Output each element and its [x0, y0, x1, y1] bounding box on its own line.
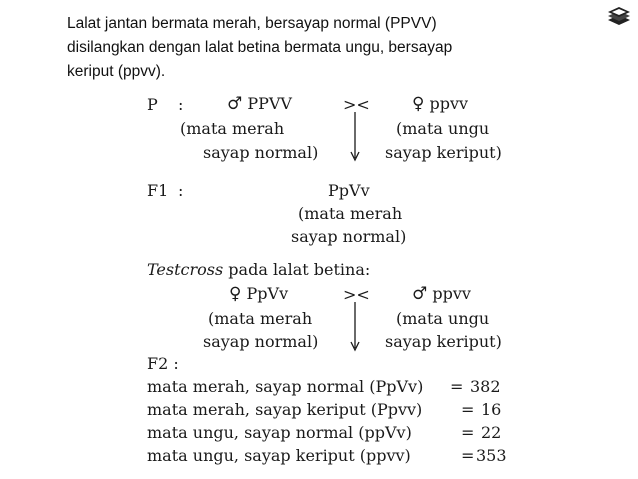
p-label: P	[147, 95, 158, 114]
p-colon: :	[178, 95, 184, 114]
testcross-heading-italic: Testcross	[147, 260, 224, 279]
f1-label: F1	[147, 181, 169, 200]
f2-row-3-count: 22	[481, 423, 502, 442]
intro-line-2: disilangkan dengan lalat betina bermata ungu, bersayap	[67, 39, 453, 56]
f1-phenotype-1: (mata merah	[298, 204, 403, 223]
f2-row-2-equals: =	[461, 400, 475, 419]
p-cross-symbol: ><	[343, 95, 370, 114]
tc-male-phenotype-1: (mata ungu	[396, 309, 490, 328]
tc-male-phenotype-2: sayap keriput)	[385, 332, 502, 351]
slideshare-stack-icon	[606, 6, 632, 28]
tc-female-phenotype-2: sayap normal)	[203, 332, 319, 351]
p-female-phenotype-2: sayap keriput)	[385, 143, 502, 162]
female-symbol-icon: ♀	[229, 284, 242, 304]
tc-cross-symbol: ><	[343, 285, 370, 304]
p-male-parent	[227, 94, 292, 114]
f2-row-1-count: 382	[470, 377, 501, 396]
p-male-phenotype-2: sayap normal)	[203, 143, 319, 162]
f2-row-4-equals: =	[461, 446, 475, 465]
f2-row-3-equals: =	[461, 423, 475, 442]
tc-female-genotype: PpVv	[246, 284, 289, 303]
intro-line-3: keriput (ppvv).	[67, 63, 166, 80]
male-symbol-icon: ♂	[227, 94, 243, 114]
testcross-heading-rest: pada lalat betina:	[223, 260, 371, 279]
p-female-phenotype-1: (mata ungu	[396, 119, 490, 138]
testcross-heading	[147, 260, 370, 280]
intro-text	[67, 12, 567, 84]
f1-genotype: PpVv	[328, 181, 370, 200]
intro-line-1: Lalat jantan bermata merah, bersayap normal (PPVV)	[67, 15, 437, 32]
f2-row-1-equals: =	[450, 377, 464, 396]
f2-row-2-count: 16	[481, 400, 502, 419]
down-arrow-icon	[349, 112, 361, 162]
female-symbol-icon: ♀	[412, 94, 425, 114]
f1-colon: :	[178, 181, 184, 200]
down-arrow-icon	[349, 302, 361, 352]
p-female-parent	[412, 94, 468, 114]
p-male-genotype: PPVV	[247, 94, 292, 113]
f2-row-2-phenotype: mata merah, sayap keriput (Ppvv)	[147, 400, 423, 419]
f2-row-1-phenotype: mata merah, sayap normal (PpVv)	[147, 377, 424, 396]
male-symbol-icon: ♂	[412, 284, 428, 304]
f2-row-4-count: 353	[476, 446, 507, 465]
tc-female-parent	[229, 284, 288, 304]
f2-row-3-phenotype: mata ungu, sayap normal (ppVv)	[147, 423, 412, 442]
f2-label: F2 :	[147, 354, 179, 373]
f1-phenotype-2: sayap normal)	[291, 227, 407, 246]
p-female-genotype: ppvv	[429, 94, 469, 113]
tc-male-parent	[412, 284, 471, 304]
tc-male-genotype: ppvv	[432, 284, 471, 303]
f2-row-4-phenotype: mata ungu, sayap keriput (ppvv)	[147, 446, 411, 465]
tc-female-phenotype-1: (mata merah	[208, 309, 313, 328]
p-male-phenotype-1: (mata merah	[180, 119, 285, 138]
